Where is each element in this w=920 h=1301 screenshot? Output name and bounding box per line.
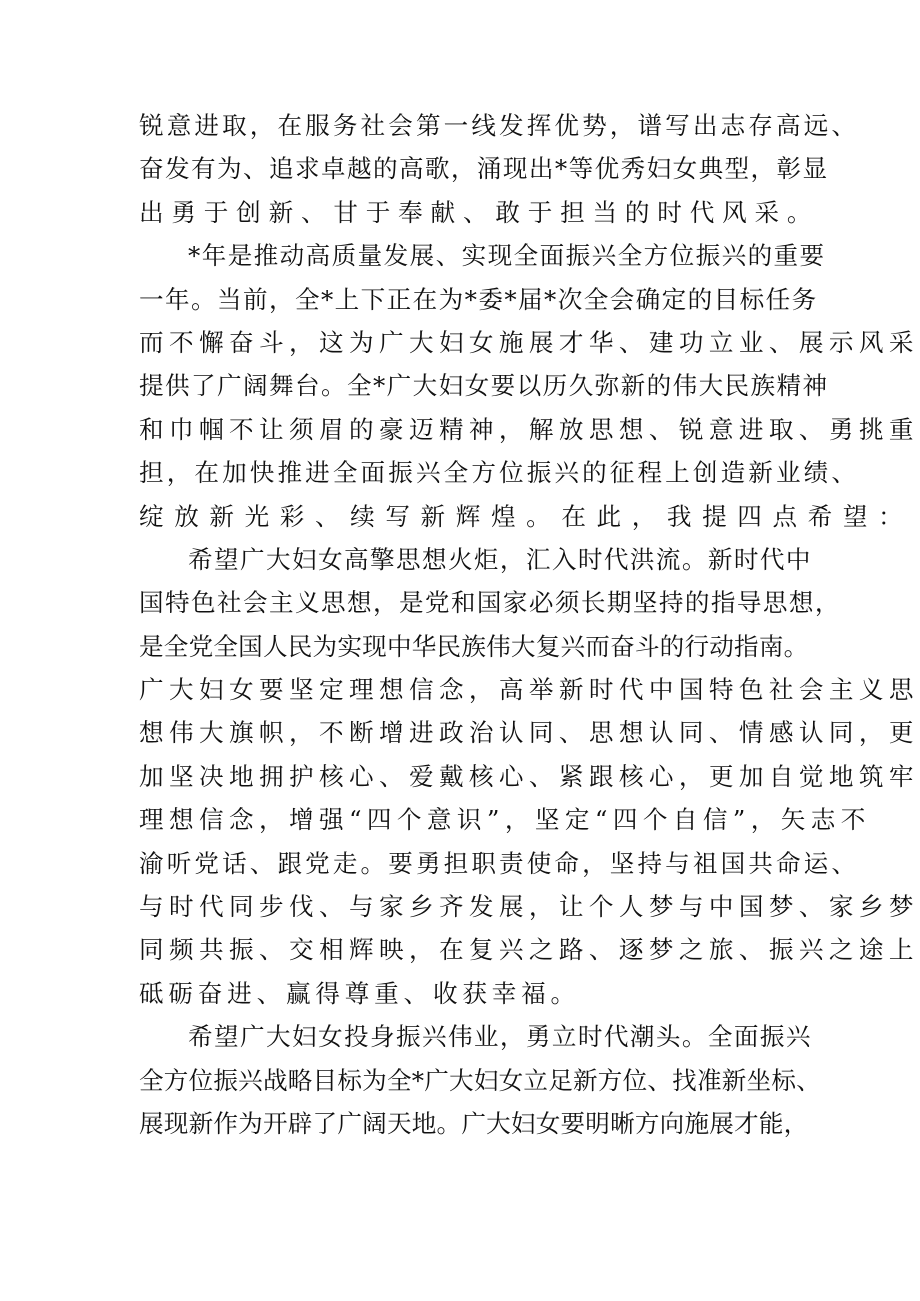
paragraph-1 (139, 104, 860, 234)
text-line: 广大妇女要坚定理想信念，高举新时代中国特色社会主义思 (139, 675, 919, 705)
text-line: 绽放新光彩、续写新辉煌。在此，我提四点希望： (139, 501, 914, 531)
text-line: 想伟大旗帜，不断增进政治认同、思想认同、情感认同，更 (139, 718, 919, 748)
text-line: 砥砺奋进、赢得尊重、收获幸福。 (139, 978, 580, 1008)
text-line: 奋发有为、追求卓越的高歌，涌现出*等优秀妇女典型，彰显 (139, 154, 829, 184)
text-line: 一年。当前，全*上下正在为*委*届*次全会确定的目标任务 (139, 284, 818, 314)
text-line: 和巾帼不让须眉的豪迈精神，解放思想、锐意进取、勇挑重 (139, 414, 919, 444)
text-line: 是全党全国人民为实现中华民族伟大复兴而奋斗的行动指南。 (139, 631, 809, 661)
paragraph-2 (139, 234, 919, 538)
text-line: 提供了广阔舞台。全*广大妇女要以历久弥新的伟大民族精神 (139, 371, 829, 401)
text-line: 同频共振、交相辉映，在复兴之路、逐梦之旅、振兴之途上 (139, 935, 919, 965)
text-line: 与时代同步伐、与家乡齐发展，让个人梦与中国梦、家乡梦 (139, 892, 919, 922)
text-line: 全方位振兴战略目标为全*广大妇女立足新方位、找准新坐标、 (139, 1065, 821, 1095)
text-line: 锐意进取，在服务社会第一线发挥优势，谱写出志存高远、 (139, 111, 860, 140)
text-line: 国特色社会主义思想，是党和国家必须长期坚持的指导思想， (139, 588, 841, 618)
text-line: 而不懈奋斗，这为广大妇女施展才华、建功立业、展示风采 (139, 327, 919, 357)
document-body (139, 104, 919, 1145)
text-line: 理想信念，增强“四个意识”，坚定“四个自信”，矢志不 (139, 805, 871, 835)
text-line: 希望广大妇女投身振兴伟业，勇立时代潮头。全面振兴 (188, 1022, 812, 1052)
text-line: 展现新作为开辟了广阔天地。广大妇女要明晰方向施展才能， (139, 1108, 809, 1138)
text-line: 加坚决地拥护核心、爱戴核心、紧跟核心，更加自觉地筑牢 (139, 761, 919, 791)
paragraph-3 (139, 538, 919, 1015)
text-line: 担，在加快推进全面振兴全方位振兴的征程上创造新业绩、 (139, 458, 860, 488)
text-line: *年是推动高质量发展、实现全面振兴全方位振兴的重要 (188, 241, 826, 271)
text-line: 渝听党话、跟党走。要勇担职责使命，坚持与祖国共命运、 (139, 848, 860, 878)
text-line: 希望广大妇女高擎思想火炬，汇入时代洪流。新时代中 (188, 544, 812, 574)
paragraph-4 (139, 1015, 821, 1145)
text-line: 出勇于创新、甘于奉献、敢于担当的时代风采。 (139, 197, 820, 227)
